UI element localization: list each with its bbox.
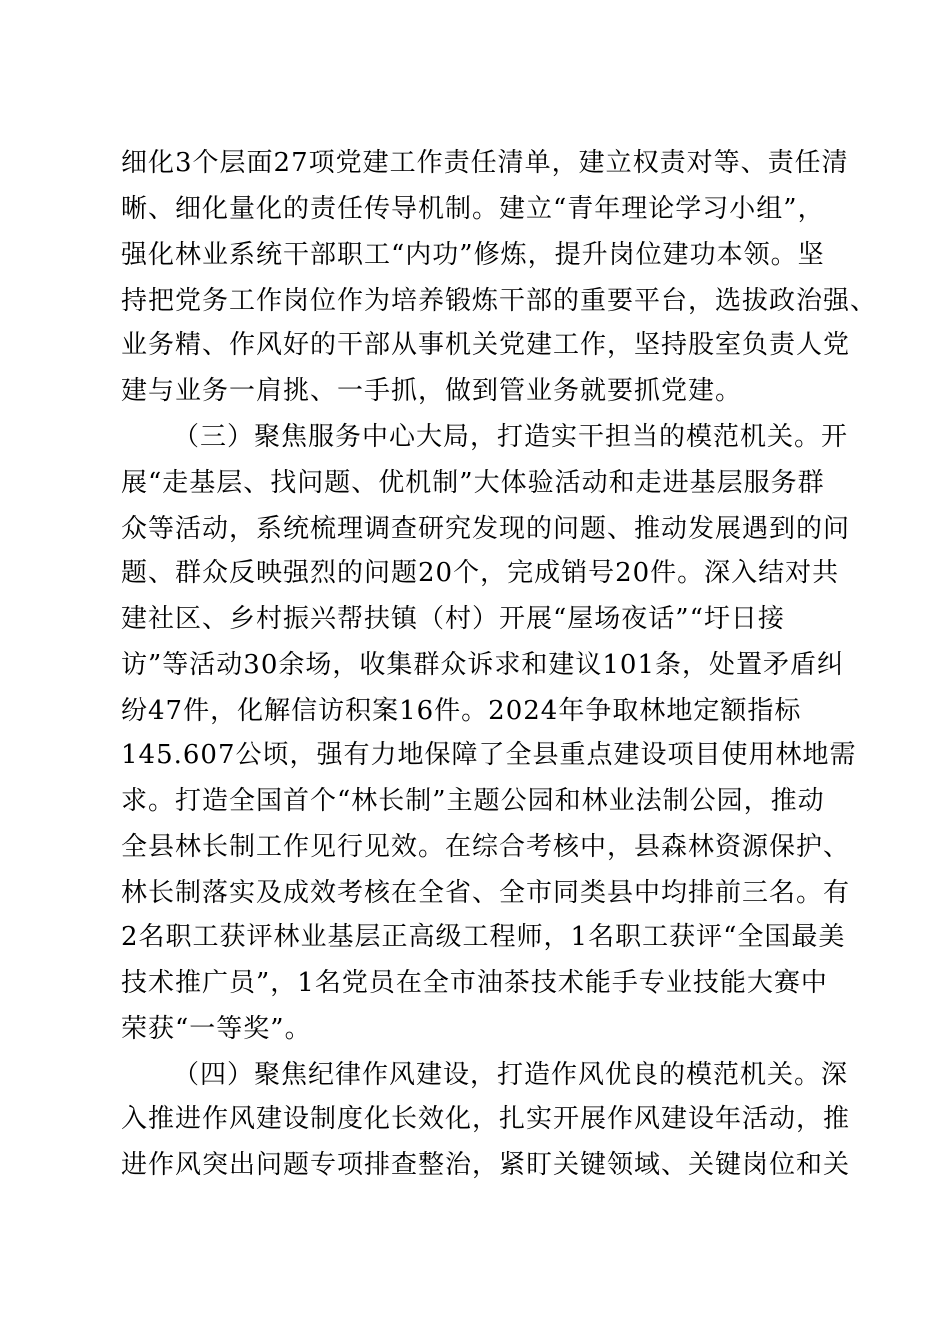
text-line-9: 众等活动，系统梳理调查研究发现的问题、推动发展遇到的问 (121, 514, 851, 544)
text-line-22: 入推进作风建设制度化长效化，扎实开展作风建设年活动，推 (121, 1104, 851, 1134)
text-line-5: 业务精、作风好的干部从事机关党建工作，坚持股室负责人党 (121, 330, 851, 360)
text-line-10: 题、群众反映强烈的问题20个，完成销号20件。深入结对共 (121, 558, 840, 588)
text-line-4: 持把党务工作岗位作为培养锻炼干部的重要平台，选拔政治强、 (121, 286, 878, 316)
text-line-16: 全县林长制工作见行见效。在综合考核中，县森林资源保护、 (121, 832, 851, 862)
text-line-12: 访”等活动30余场，收集群众诉求和建议101条，处置矛盾纠 (121, 650, 845, 680)
text-line-18: 2名职工获评林业基层正高级工程师，1名职工获评“全国最美 (121, 922, 846, 952)
text-line-1: 细化3个层面27项党建工作责任清单，建立权责对等、责任清 (121, 148, 849, 178)
text-line-3: 强化林业系统干部职工“内功”修炼，提升岗位建功本领。坚 (121, 240, 825, 270)
text-line-13: 纷47件，化解信访积案16件。2024年争取林地定额指标 (121, 696, 802, 726)
section-heading-3: （三）聚焦服务中心大局，打造实干担当的模范机关。开 (173, 422, 849, 452)
text-line-2: 晰、细化量化的责任传导机制。建立“青年理论学习小组”， (121, 194, 825, 224)
text-line-14: 145.607公顷，强有力地保障了全县重点建设项目使用林地需 (121, 740, 857, 770)
text-line-23: 进作风突出问题专项排查整治，紧盯关键领域、关键岗位和关 (121, 1150, 851, 1180)
text-line-17: 林长制落实及成效考核在全省、全市同类县中均排前三名。有 (121, 878, 851, 908)
section-heading-4: （四）聚焦纪律作风建设，打造作风优良的模范机关。深 (173, 1060, 849, 1090)
text-line-15: 求。打造全国首个“林长制”主题公园和林业法制公园，推动 (121, 786, 825, 816)
text-line-8: 展“走基层、找问题、优机制”大体验活动和走进基层服务群 (121, 468, 825, 498)
text-line-19: 技术推广员”，1名党员在全市油茶技术能手专业技能大赛中 (121, 968, 828, 998)
text-line-6: 建与业务一肩挑、一手抓，做到管业务就要抓党建。 (121, 376, 743, 406)
text-line-11: 建社区、乡村振兴帮扶镇（村）开展“屋场夜话”“圩日接 (121, 604, 785, 634)
text-line-20: 荣获“一等奖”。 (121, 1014, 312, 1044)
